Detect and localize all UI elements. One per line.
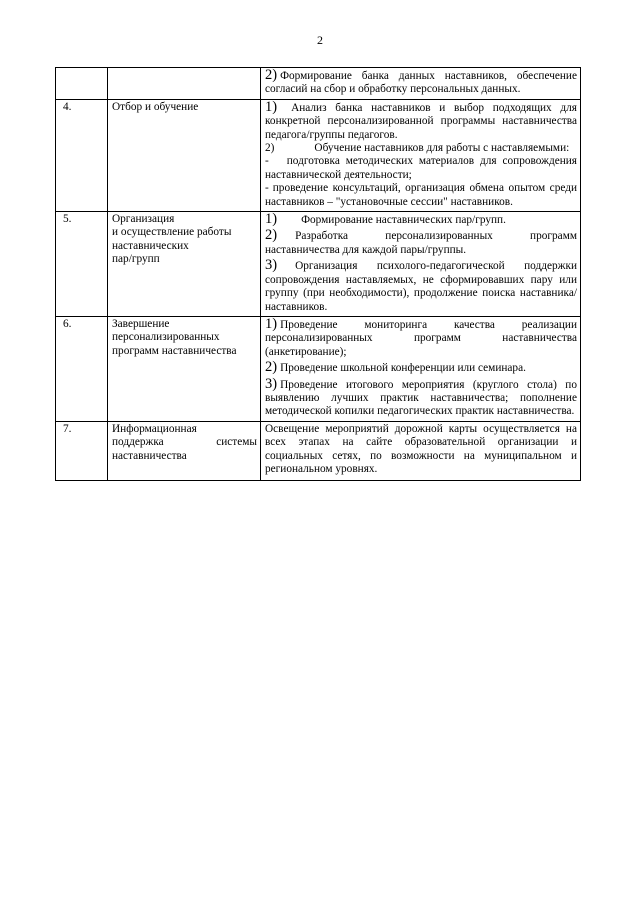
stage-name — [108, 316, 261, 421]
stage-line: наставнических — [112, 239, 189, 252]
stage-line: и осуществление работы — [112, 226, 232, 239]
table-row — [56, 316, 581, 421]
item-text: Формирование банка данных наставников, обеспечение согласий на сбор и обработку персональных данных. — [265, 70, 577, 96]
item-text: Организация психолого-педагогической поддержки сопровождения наставляемых, не сформировавших пару или группу (при необходимости), продолжение поиска наставника/наставников. — [265, 260, 577, 313]
roadmap-table — [55, 67, 581, 481]
item-text: Формирование наставнических пар/групп. — [301, 214, 506, 227]
list-item — [265, 259, 577, 314]
list-item — [265, 423, 577, 477]
item-text: Анализ банка наставников и выбор подходящих для конкретной персонализированной программы наставничества педагога/группы педагогов. — [265, 101, 577, 141]
item-marker: 3) — [265, 257, 278, 274]
item-marker: 1) — [265, 211, 278, 228]
stage-line: Информационная — [112, 422, 197, 435]
stage-content — [261, 68, 581, 100]
row-number: 4. — [56, 99, 108, 211]
list-item — [265, 98, 577, 142]
stage-content — [261, 99, 581, 211]
stage-line: наставничества — [112, 449, 187, 462]
stage-content — [261, 316, 581, 421]
list-item — [265, 213, 577, 227]
item-text: Проведение мониторинга качества реализации персонализированных программ наставничества (анкетирование); — [265, 318, 577, 358]
stage-line: поддержка системы — [112, 436, 257, 449]
item-marker: 2) — [265, 67, 278, 83]
list-item — [265, 69, 577, 97]
item-text: Разработка персонализированных программ наставничества для каждой пары/группы. — [265, 230, 577, 256]
list-item — [265, 315, 577, 359]
item-marker: 3) — [265, 375, 278, 392]
stage-line: программ наставничества — [112, 344, 237, 357]
list-item — [265, 142, 577, 155]
row-number: 6. — [56, 316, 108, 421]
stage-line: Организация — [112, 213, 175, 226]
table-row — [56, 421, 581, 481]
list-item — [265, 182, 577, 209]
stage-content — [261, 421, 581, 481]
row-number: 7. — [56, 421, 108, 481]
stage-line: Отбор и обучение — [112, 100, 199, 113]
item-marker: - — [265, 182, 269, 195]
stage-content — [261, 212, 581, 317]
list-item — [265, 361, 577, 375]
table-row — [56, 212, 581, 317]
row-number: 5. — [56, 212, 108, 317]
item-marker: 1) — [265, 315, 278, 332]
stage-name — [108, 68, 261, 100]
item-marker: 2) — [265, 142, 275, 155]
item-text: проведение консультаций, организация обмена опытом среди наставников – "установочные сессии" наставников. — [265, 182, 577, 208]
list-item — [265, 155, 577, 182]
table-row — [56, 68, 581, 100]
stage-line: персонализированных — [112, 331, 220, 344]
item-text: Проведение итогового мероприятия (круглого стола) по выявлению лучших практик наставничества; пополнение методической копилки педагогических практик наставничества. — [265, 378, 577, 418]
item-marker: - — [265, 155, 269, 168]
page-number: 2 — [317, 33, 323, 47]
item-text: подготовка методических материалов для сопровождения наставнической деятельности; — [265, 155, 577, 181]
stage-name — [108, 212, 261, 317]
item-marker: 1) — [265, 98, 278, 115]
stage-name — [108, 99, 261, 211]
list-item — [265, 375, 577, 419]
item-text: Обучение наставников для работы с наставляемыми: — [314, 142, 570, 155]
item-marker: 2) — [265, 227, 278, 244]
item-text: Проведение школьной конференции или семинара. — [280, 362, 526, 375]
stage-name — [108, 421, 261, 481]
table-row — [56, 99, 581, 211]
list-item — [265, 229, 577, 257]
row-number — [56, 68, 108, 100]
stage-line: пар/групп — [112, 253, 160, 266]
item-marker: 2) — [265, 359, 278, 376]
item-text: Освещение мероприятий дорожной карты осуществляется на всех этапах на сайте образовательной организации и социальных сетях, по возможности на муниципальном и региональном уровнях. — [265, 422, 577, 475]
stage-line: Завершение — [112, 317, 170, 330]
